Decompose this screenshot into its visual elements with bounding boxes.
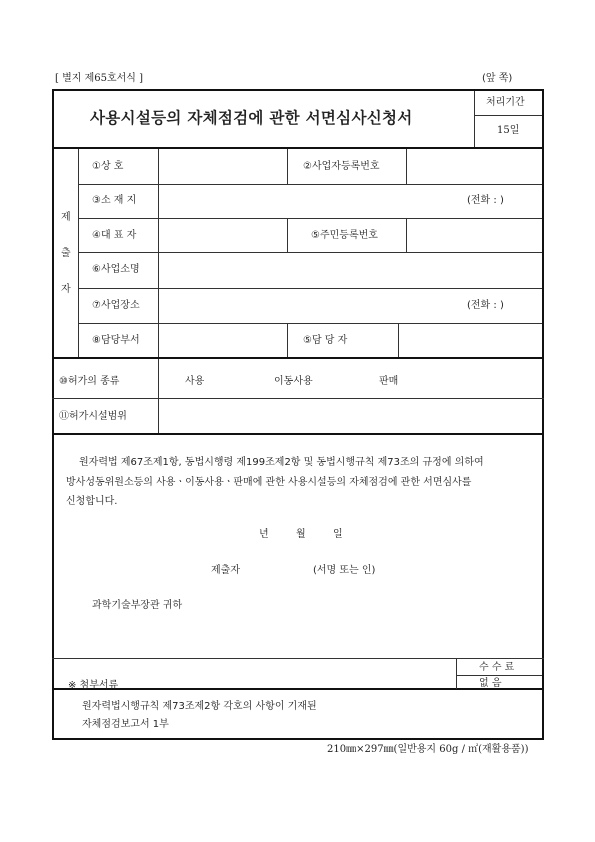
fee-midline [456, 675, 542, 676]
paper-spec: 210㎜×297㎜(일반용지 60g / ㎡(재활용품)) [327, 744, 529, 755]
resident-reg-label: ⑤주민등록번호 [311, 230, 378, 241]
page-title: 사용시설등의 자체점검에 관한 서면심사신청서 [90, 109, 413, 127]
office-location-label: ⑦사업장소 [92, 300, 140, 311]
date-day: 일 [333, 529, 343, 540]
permit-type-label: ⑩허가의 종류 [59, 376, 120, 387]
attachments-line-1: 원자력법시행규칙 제73조제2항 각호의 사항이 기재된 [82, 701, 317, 712]
addressee: 과학기술부장관 귀하 [92, 600, 183, 611]
row6-divider-a [287, 323, 288, 357]
attachments-line-2: 자체점검보고서 1부 [82, 719, 169, 730]
applicant-group-char-3: 자 [61, 284, 71, 295]
department-field[interactable] [159, 324, 287, 357]
office-phone: (전화 : ) [467, 300, 504, 311]
processing-value: 15일 [497, 125, 520, 136]
lower-frame-bottom [52, 738, 544, 740]
office-name-field[interactable] [159, 253, 542, 288]
frame-right [542, 89, 544, 689]
permit-bottom-line [52, 433, 544, 435]
form-number: [ 별지 제65호서식 ] [55, 73, 144, 84]
title-bottom-line [52, 147, 544, 149]
processing-divider [474, 91, 475, 147]
representative-field[interactable] [159, 219, 287, 252]
applicant-group-char-2: 출 [61, 248, 71, 259]
row3-divider-a [287, 218, 288, 252]
fee-divider [456, 658, 457, 689]
permit-option-sale[interactable]: 판매 [379, 376, 399, 387]
applicant-bottom-line [52, 357, 544, 359]
permit-scope-field[interactable] [159, 399, 542, 433]
business-reg-field[interactable] [407, 150, 542, 184]
representative-label: ④대 표 자 [92, 230, 137, 241]
permit-option-use[interactable]: 사용 [185, 376, 205, 387]
applicant-group-divider [78, 149, 79, 358]
attachments-title: ※ 첨부서류 [68, 680, 119, 691]
frame-bottom [52, 688, 544, 690]
frame-left [52, 89, 54, 689]
processing-midline [474, 115, 542, 116]
fee-label: 수 수 료 [479, 662, 515, 673]
name-label: ①상 호 [92, 161, 124, 172]
body-line-3: 신청합니다. [66, 496, 118, 507]
office-name-label: ⑥사업소명 [92, 264, 140, 275]
body-line-1: 원자력법 제67조제1항, 동법시행령 제199조제2항 및 동법시행규칙 제73조의 규정에 의하여 [79, 457, 484, 468]
submitter-label: 제출자 [211, 565, 240, 576]
permit-option-mobile-use[interactable]: 이동사용 [274, 376, 313, 387]
row1-divider-a [287, 149, 288, 184]
permit-scope-label: ⑪허가시설범위 [59, 411, 127, 422]
processing-label: 처리기간 [486, 97, 525, 108]
frame-top [52, 89, 544, 91]
date-month: 월 [296, 529, 306, 540]
attachments-top-line [52, 658, 544, 659]
address-label: ③소 재 지 [92, 195, 137, 206]
business-reg-label: ②사업자등록번호 [303, 161, 380, 172]
person-field[interactable] [399, 324, 542, 357]
address-phone: (전화 : ) [467, 195, 504, 206]
lower-frame-right [542, 688, 544, 739]
lower-frame-left [52, 688, 54, 739]
name-field[interactable] [159, 150, 287, 184]
applicant-group-char-1: 제 [61, 212, 71, 223]
person-label: ⑤담 당 자 [303, 335, 348, 346]
side-label: (앞 쪽) [482, 73, 513, 84]
fee-value: 없 음 [479, 678, 502, 689]
date-year: 년 [259, 529, 269, 540]
signature-label: (서명 또는 인) [313, 565, 376, 576]
resident-reg-field[interactable] [407, 219, 542, 252]
body-line-2: 방사성동위원소등의 사용ㆍ이동사용ㆍ판매에 관한 사용시설등의 자체점검에 관한 서면심사를 [66, 477, 472, 488]
department-label: ⑧담당부서 [92, 335, 140, 346]
